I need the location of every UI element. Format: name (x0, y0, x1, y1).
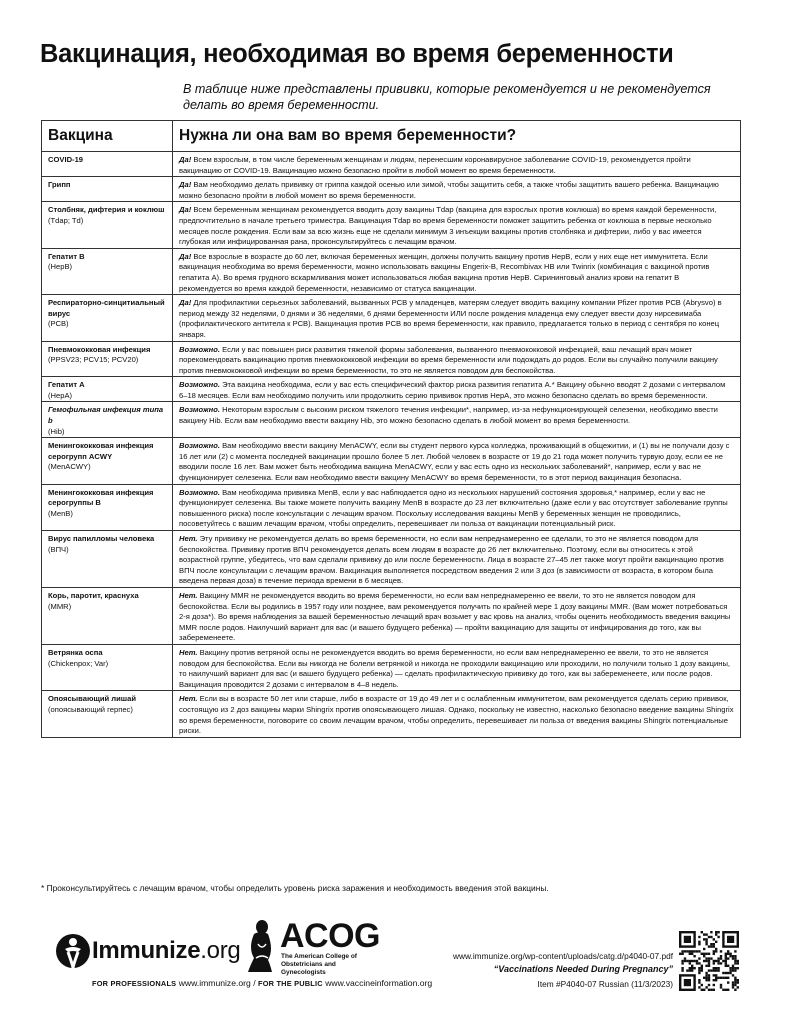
vaccine-table (41, 120, 741, 738)
recommendation-cell (173, 531, 741, 588)
recommendation-cell (173, 202, 741, 248)
document-english-title: “Vaccinations Needed During Pregnancy” (493, 964, 673, 974)
immunize-wordmark (92, 937, 240, 965)
recommendation-text: Некоторым взрослым с высоким риском тяжелого течения инфекции*, например, из-за нефункционирующей селезенки, необходимо ввести вакцину Hib. Если вам необходимо ввести вакцину Hib, это можно безопасно сделать в любой момент во время беременности. (179, 405, 718, 426)
recommendation-text: Всем беременным женщинам рекомендуется вводить дозу вакцины Tdap (вакцина для взрослых против коклюша) во время каждой беременности, предпочтительно в начале третьего триместра. Вакцинация Tdap во время беременности поможет защитить ребенка от коклюша в первые несколько месяцев после рождения. Если вам за всю жизнь еще не сделали минимум 3 инъекции вакцины против столбняка и дифтерии, либо у вас имеется глубокая или инфицированная рана, проконсультируйтесь с лечащим врачом. (179, 205, 717, 247)
table-row (42, 295, 741, 341)
table-row (42, 587, 741, 644)
vaccine-name: Вирус папилломы человека (48, 534, 155, 543)
recommendation-text: Вам необходимо ввести вакцину MenACWY, если вы студент первого курса колледжа, проживающий в общежитии, и (1) вы не получали дозу с 16 лет или (2) с момента последней вакцинации прошло более 5 лет. Любой человек в возрасте от 19 до 21 года может получить турвую дозу, если ее не вводили после 16 лет. Вам может быть необходима вакцина MenACWY, если у вас есть одно из нескольких заболеваний*, например, если у вас не функционирует селезенка. Если вам необходимо ввести вакцину MenACWY во время беременности, то в этот период вакцинация безопасна. (179, 441, 730, 483)
recommendation-answer: Возможно. (179, 487, 220, 497)
recommendation-answer: Возможно. (179, 441, 220, 451)
vaccine-abbreviation: (Tdap; Td) (48, 215, 84, 225)
vaccine-name: Столбняк, дифтерия и коклюш (48, 205, 165, 215)
vaccine-abbreviation: (PPSV23; PCV15; PCV20) (48, 355, 139, 365)
vaccine-abbreviation: (Hib) (48, 426, 65, 436)
vaccine-cell (42, 295, 173, 341)
vaccine-name: Гепатит В (48, 251, 85, 261)
vaccine-name: Опоясывающий лишай (48, 694, 137, 704)
recommendation-answer: Да! (179, 298, 192, 308)
footnote: * Проконсультируйтесь с лечащим врачом, чтобы определить уровень риска заражения и необходимость введения этой вакцины. (41, 883, 549, 893)
vaccine-abbreviation: (MenACWY) (48, 462, 91, 472)
table-row (42, 341, 741, 377)
recommendation-text: Если вы в возрасте 50 лет или старше, либо в возрасте от 19 до 49 лет и с ослабленным иммунитетом, вам рекомендуется сделать серию прививок, состоящую из 2 доз вакцины марки Shingrix против опоясывающего лишая. Однако, поскольку не известно, насколько безопасно введение вакцины Shingrix во время беременности, поговорите со своим лечащим врачом, чтобы определить, перевешивает ли польза от введения вакцины Shingrix потенциальные риски. (179, 694, 734, 736)
vaccine-cell (42, 587, 173, 644)
qr-code-icon[interactable] (679, 931, 739, 991)
table-row (42, 438, 741, 484)
recommendation-cell (173, 644, 741, 690)
recommendation-answer: Да! (179, 205, 192, 215)
vaccine-abbreviation: (HepA) (48, 390, 73, 400)
acog-wordmark: ACOG (280, 917, 380, 955)
vaccine-abbreviation: (РСВ) (48, 319, 69, 329)
vaccine-abbreviation: (опоясывающий герпес) (48, 704, 133, 714)
recommendation-answer: Да! (179, 180, 192, 190)
recommendation-answer: Да! (179, 251, 192, 261)
recommendation-cell (173, 341, 741, 377)
recommendation-cell (173, 295, 741, 341)
page-subtitle: В таблице ниже представлены прививки, которые рекомендуется и не рекомендуется делать во время беременности. (183, 82, 711, 112)
vaccine-cell (42, 484, 173, 530)
vaccine-name: Гепатит А (48, 380, 85, 390)
recommendation-cell (173, 587, 741, 644)
professionals-label: FOR PROFESSIONALS (92, 979, 177, 988)
vaccine-abbreviation: (HepB) (48, 262, 73, 272)
bottom-links (92, 978, 432, 988)
vaccine-cell (42, 152, 173, 177)
recommendation-text: Для профилактики серьезных заболеваний, вызванных РСВ у младенцев, матерям следует вводить вакцину компании Pfizer против РСВ (Abrysvo) в период между 32 неделями, 0 днями и 36 неделями, 6 днями беременности ИЛИ после рождения младенца ему следует ввести дозу нирсевимаба (профилактического антитела к РСВ). Вакцинация против РСВ во время беременности, как правило, предлагается только в период с сентября по конец января. (179, 298, 722, 339)
recommendation-cell (173, 177, 741, 202)
vaccine-cell (42, 402, 173, 438)
recommendation-cell (173, 248, 741, 294)
recommendation-cell (173, 438, 741, 484)
recommendation-answer: Нет. (179, 647, 198, 657)
vaccine-name: Корь, паротит, краснуха (48, 590, 139, 600)
recommendation-text: Вакцину MMR не рекомендуется вводить во время беременности, но если вам непреднамеренно ее ввели, то это не является поводом для беспокойства. Если вы родились в 1957 году или позднее, вам рекомендуется получить по крайней мере 1 дозу вакцины MMR. (Вам может потребоваться 2-я доза*). Во время наблюдения за вашей беременностью лечащий врач возьмет у вас кровь на анализ, чтобы оценить необходимость введения вакцины MMR после родов. Наилучший вариант для вас (и вашего будущего ребенка) — пройти вакцинацию для защиты от инфицирования до того, как вы забеременеете. (179, 590, 731, 643)
vaccine-cell (42, 377, 173, 402)
recommendation-answer: Нет. (179, 590, 198, 600)
acog-figure-icon (242, 918, 280, 974)
public-label: FOR THE PUBLIC (257, 979, 323, 988)
vaccine-cell (42, 341, 173, 377)
table-row (42, 644, 741, 690)
recommendation-text: Всем взрослым, в том числе беременным женщинам и людям, перенесшим коронавирусное заболевание COVID-19, рекомендуется пройти вакцинацию от COVID-19. Вакцинацию можно безопасно пройти в любой момент во время беременности. (179, 155, 691, 175)
acog-subtitle: The American College of Obstetricians and Gynecologists (281, 953, 357, 976)
recommendation-answer: Возможно. (179, 405, 220, 415)
vaccine-name: Пневмококковая инфекция (48, 344, 151, 354)
recommendation-cell (173, 484, 741, 530)
vaccine-cell (42, 177, 173, 202)
table-row (42, 402, 741, 438)
recommendation-text: Эту прививку не рекомендуется делать во время беременности, но если вам непреднамеренно ее сделали, то это не является поводом для беспокойства. Прививку против ВПЧ рекомендуется делать всем людям в возрасте до 26 лет включительно. Поэтому, если вы относитесь к этой возрастной группе, убедитесь, что вам сделали прививку до или после беременности. Лица в возрасте 27–45 лет также могут пройти вакцинацию против ВПЧ после консультации с лечащим врачом. Вакцинация выполняется посредством введения 2 или 3 доз (в зависимости от возраста, в котором была введена первая доза) в течение периода времени в 6 месяцев. (179, 534, 724, 586)
vaccine-cell (42, 531, 173, 588)
recommendation-answer: Нет. (179, 534, 198, 543)
recommendation-text: Вакцину против ветряной оспы не рекомендуется вводить во время беременности, но если вам непреднамеренно ее ввели, то это не является поводом для беспокойства. Если вы никогда не болели ветрянкой и никогда не проходили вакцинацию или проходили, но получили только 1 дозу вакцины, то наилучший вариант для вас (и вашего будущего ребенка) — сделать профилактическую прививку до того, как вы забеременеете, или после родов. Вакцинация проводится 2 дозами с интервалом в 4–8 недель. (179, 647, 731, 689)
table-row (42, 202, 741, 248)
recommendation-answer: Возможно. (179, 344, 220, 354)
vaccine-name: Грипп (48, 180, 71, 190)
vaccine-abbreviation: (ВПЧ) (48, 544, 69, 554)
immunize-brand: Immunize (92, 937, 201, 964)
recommendation-cell (173, 152, 741, 177)
table-header-row (42, 121, 741, 152)
item-number: Item #P4040-07 Russian (11/3/2023) (537, 979, 673, 989)
vaccine-name: Гемофильная инфекция типа b (48, 405, 164, 426)
recommendation-text: Вам необходимо делать прививку от гриппа каждой осенью или зимой, чтобы защитить себя, а также чтобы защитить вашего ребенка. Вакцинацию можно безопасно пройти в любой момент во время беременности. (179, 180, 719, 200)
recommendation-answer: Возможно. (179, 380, 220, 390)
vaccine-cell (42, 438, 173, 484)
page-title: Вакцинация, необходимая во время беременности (40, 40, 674, 68)
recommendation-answer: Нет. (179, 694, 198, 704)
table-row (42, 377, 741, 402)
recommendation-text: Эта вакцина необходима, если у вас есть специфический фактор риска развития гепатита А.* Вакцину обычно вводят 2 дозами с интервалом 6–18 месяцев. Если вам необходимо получить или продолжить серию прививок против HepA, это можно безопасно сделать во время беременности. (179, 380, 726, 400)
header-needed: Нужна ли она вам во время беременности? (173, 121, 741, 152)
table-row (42, 248, 741, 294)
recommendation-cell (173, 402, 741, 438)
vaccine-table-body (42, 152, 741, 738)
recommendation-text: Все взрослые в возрасте до 60 лет, включая беременных женщин, должны получить вакцину против HepB, если у них еще нет иммунитета. Если вакцинация необходима во время беременности, можно использовать вакцины Engerix-B, Recombivax HB или Twinrix (комбинация с вакциной против гепатита А). Во время грудного вскармливания может использоваться любая вакцина против HepB. Скрининговый анализ крови на гепатит В рекомендуется во время каждой беременности, независимо от статуса вакцинации. (179, 251, 710, 293)
professionals-link[interactable]: www.immunize.org (178, 978, 251, 988)
table-row (42, 691, 741, 737)
link-separator: / (253, 978, 256, 988)
table-row (42, 177, 741, 202)
vaccine-name: Менингококковая инфекция серогрупп ACWY (48, 441, 154, 461)
recommendation-cell (173, 377, 741, 402)
public-link[interactable]: www.vaccineinformation.org (325, 978, 433, 988)
vaccine-cell (42, 691, 173, 737)
vaccine-cell (42, 248, 173, 294)
table-row (42, 531, 741, 588)
vaccine-cell (42, 644, 173, 690)
vaccine-name: Ветрянка оспа (48, 647, 103, 657)
recommendation-text: Если у вас повышен риск развития тяжелой формы заболевания, вызванного пневмококковой инфекцией, ваш лечащий врач может порекомендовать вакцинацию против пневмококковой инфекции во время беременности или подождать до родов. Если вы случайно получили вакцину против пневмококковой инфекции во время беременности, то это не является поводом для беспокойства. (179, 344, 718, 375)
vaccine-name: Респираторно-синцитиальный вирус (48, 298, 165, 318)
vaccine-cell (42, 202, 173, 248)
recommendation-cell (173, 691, 741, 737)
table-row (42, 484, 741, 530)
vaccine-abbreviation: (Chickenpox; Var) (48, 658, 109, 668)
vaccine-abbreviation: (MMR) (48, 601, 72, 611)
recommendation-answer: Да! (179, 155, 192, 164)
vaccine-name: COVID-19 (48, 155, 84, 164)
immunize-domain: .org (200, 937, 241, 964)
vaccine-name: Менингококковая инфекция серогруппы В (48, 487, 154, 508)
table-row (42, 152, 741, 177)
document-url[interactable]: www.immunize.org/wp-content/uploads/catg.d/p4040-07.pdf (453, 951, 673, 961)
header-vaccine: Вакцина (42, 121, 173, 152)
vaccine-abbreviation: (MenB) (48, 508, 73, 518)
recommendation-text: Вам необходима прививка MenB, если у вас наблюдается одно из нескольких нарушений состояния здоровья,* например, если у вас не функционирует селезенка. Вы также можете получить вакцину MenB в возрасте до 23 лет включительно (даже если у вас отсутствует заболевание группы повышенного риска) после консультации с лечащим врачом. Поскольку исследования вакцины MenB у беременных женщин не проводились, посоветуйтесь с вашим лечащим врачом, чтобы определить, перевешивает ли польза от вакцинации потенциальный риск. (179, 487, 728, 529)
